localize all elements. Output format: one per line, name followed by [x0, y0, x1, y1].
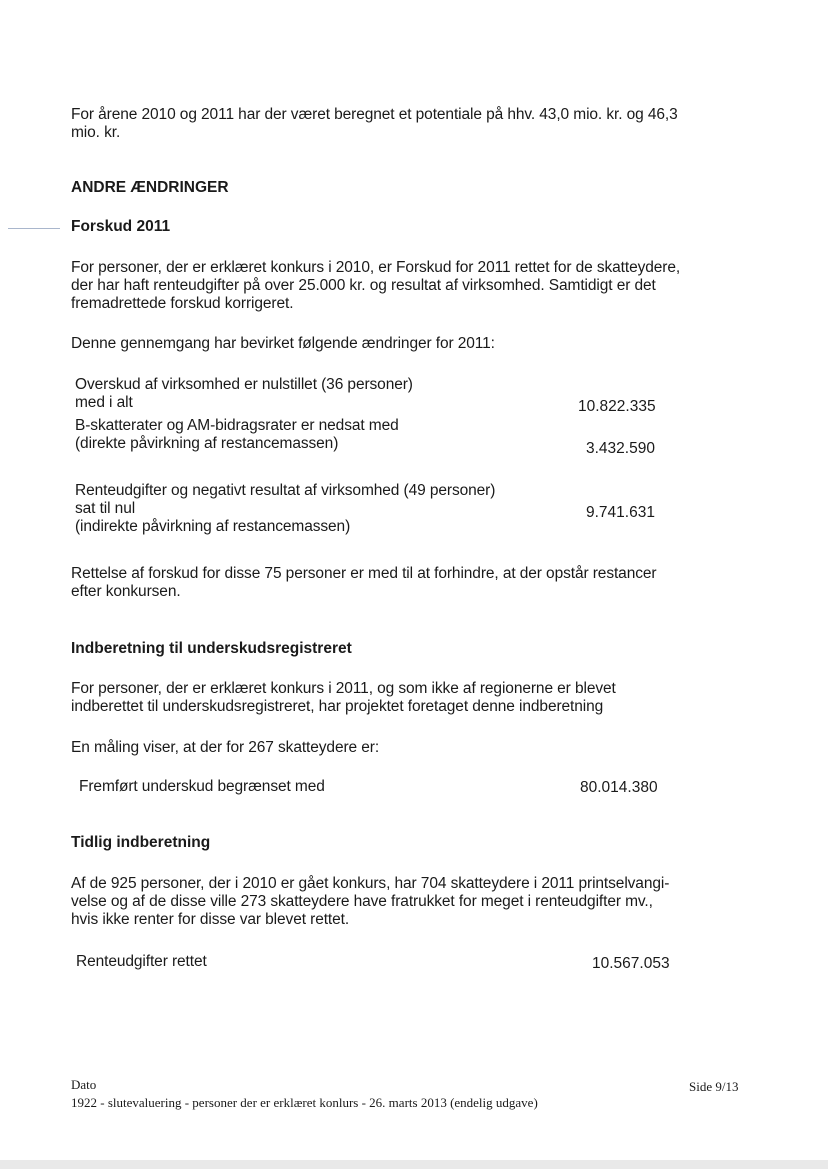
forskud-item-3-value: 9.741.631: [586, 504, 655, 521]
underskud-lead: En måling viser, at der for 267 skatteydere er:: [71, 739, 380, 756]
forskud-item-2-value: 3.432.590: [586, 440, 655, 457]
footer-page-number: Side 9/13: [689, 1079, 739, 1094]
text-line: fremadrettede forskud korrigeret.: [71, 295, 294, 312]
forskud-heading: Forskud 2011: [71, 218, 171, 235]
text-line: velse og af de disse ville 273 skatteydere have fratrukket for meget i renteudgifter mv.,: [71, 893, 653, 910]
tidlig-item-value: 10.567.053: [592, 955, 670, 972]
item-label-line: Renteudgifter og negativt resultat af virksomhed (49 personer): [75, 482, 496, 499]
forskud-item-3: [75, 482, 495, 536]
text-line: Af de 925 personer, der i 2010 er gået konkurs, har 704 skatteydere i 2011 printselvangi-: [71, 875, 670, 892]
tidlig-item-label: Renteudgifter rettet: [76, 953, 207, 970]
tidlig-paragraph: [71, 875, 669, 929]
footer-date-label: Dato: [71, 1077, 97, 1092]
item-label-line: sat til nul: [75, 500, 136, 517]
scan-artifact-line: [8, 228, 60, 229]
text-line: der har haft renteudgifter på over 25.000 kr. og resultat af virksomhed. Samtidigt er det: [71, 277, 656, 294]
text-line: indberettet til underskudsregistreret, har projektet foretaget denne indberetning: [71, 698, 604, 715]
intro-paragraph: [71, 106, 678, 142]
underskud-paragraph: [71, 680, 616, 716]
scan-border: [0, 1160, 828, 1169]
text-line: For personer, der er erklæret konkurs i 2010, er Forskud for 2011 rettet for de skatteydere,: [71, 259, 681, 276]
text-line: hvis ikke renter for disse var blevet rettet.: [71, 911, 350, 928]
footer-document-title: 1922 - slutevaluering - personer der er erklæret konlurs - 26. marts 2013 (endelig udgave): [71, 1095, 538, 1110]
text-line: Rettelse af forskud for disse 75 personer er med til at forhindre, at der opstår restancer: [71, 565, 657, 582]
underskud-item-value: 80.014.380: [580, 779, 658, 796]
item-label-line: med i alt: [75, 394, 133, 411]
tidlig-heading: Tidlig indberetning: [71, 834, 211, 851]
text-line: efter konkursen.: [71, 583, 181, 600]
text-line: For personer, der er erklæret konkurs i 2011, og som ikke af regionerne er blevet: [71, 680, 616, 697]
item-label-line: B-skatterater og AM-bidragsrater er nedsat med: [75, 417, 399, 434]
forskud-item-2: [75, 417, 399, 453]
section-heading: ANDRE ÆNDRINGER: [71, 179, 229, 196]
forskud-closing: [71, 565, 656, 601]
forskud-item-1: [75, 376, 413, 412]
forskud-item-1-value: 10.822.335: [578, 398, 656, 415]
text-line: mio. kr.: [71, 124, 121, 141]
underskud-heading: Indberetning til underskudsregistreret: [71, 640, 352, 657]
item-label-line: Overskud af virksomhed er nulstillet (36 personer): [75, 376, 413, 393]
underskud-item-label: Fremført underskud begrænset med: [79, 778, 325, 795]
text-line: For årene 2010 og 2011 har der været beregnet et potentiale på hhv. 43,0 mio. kr. og 46,3: [71, 106, 678, 123]
item-label-line: (direkte påvirkning af restancemassen): [75, 435, 339, 452]
forskud-lead: Denne gennemgang har bevirket følgende ændringer for 2011:: [71, 335, 495, 352]
item-label-line: (indirekte påvirkning af restancemassen): [75, 518, 351, 535]
forskud-paragraph: [71, 259, 680, 313]
